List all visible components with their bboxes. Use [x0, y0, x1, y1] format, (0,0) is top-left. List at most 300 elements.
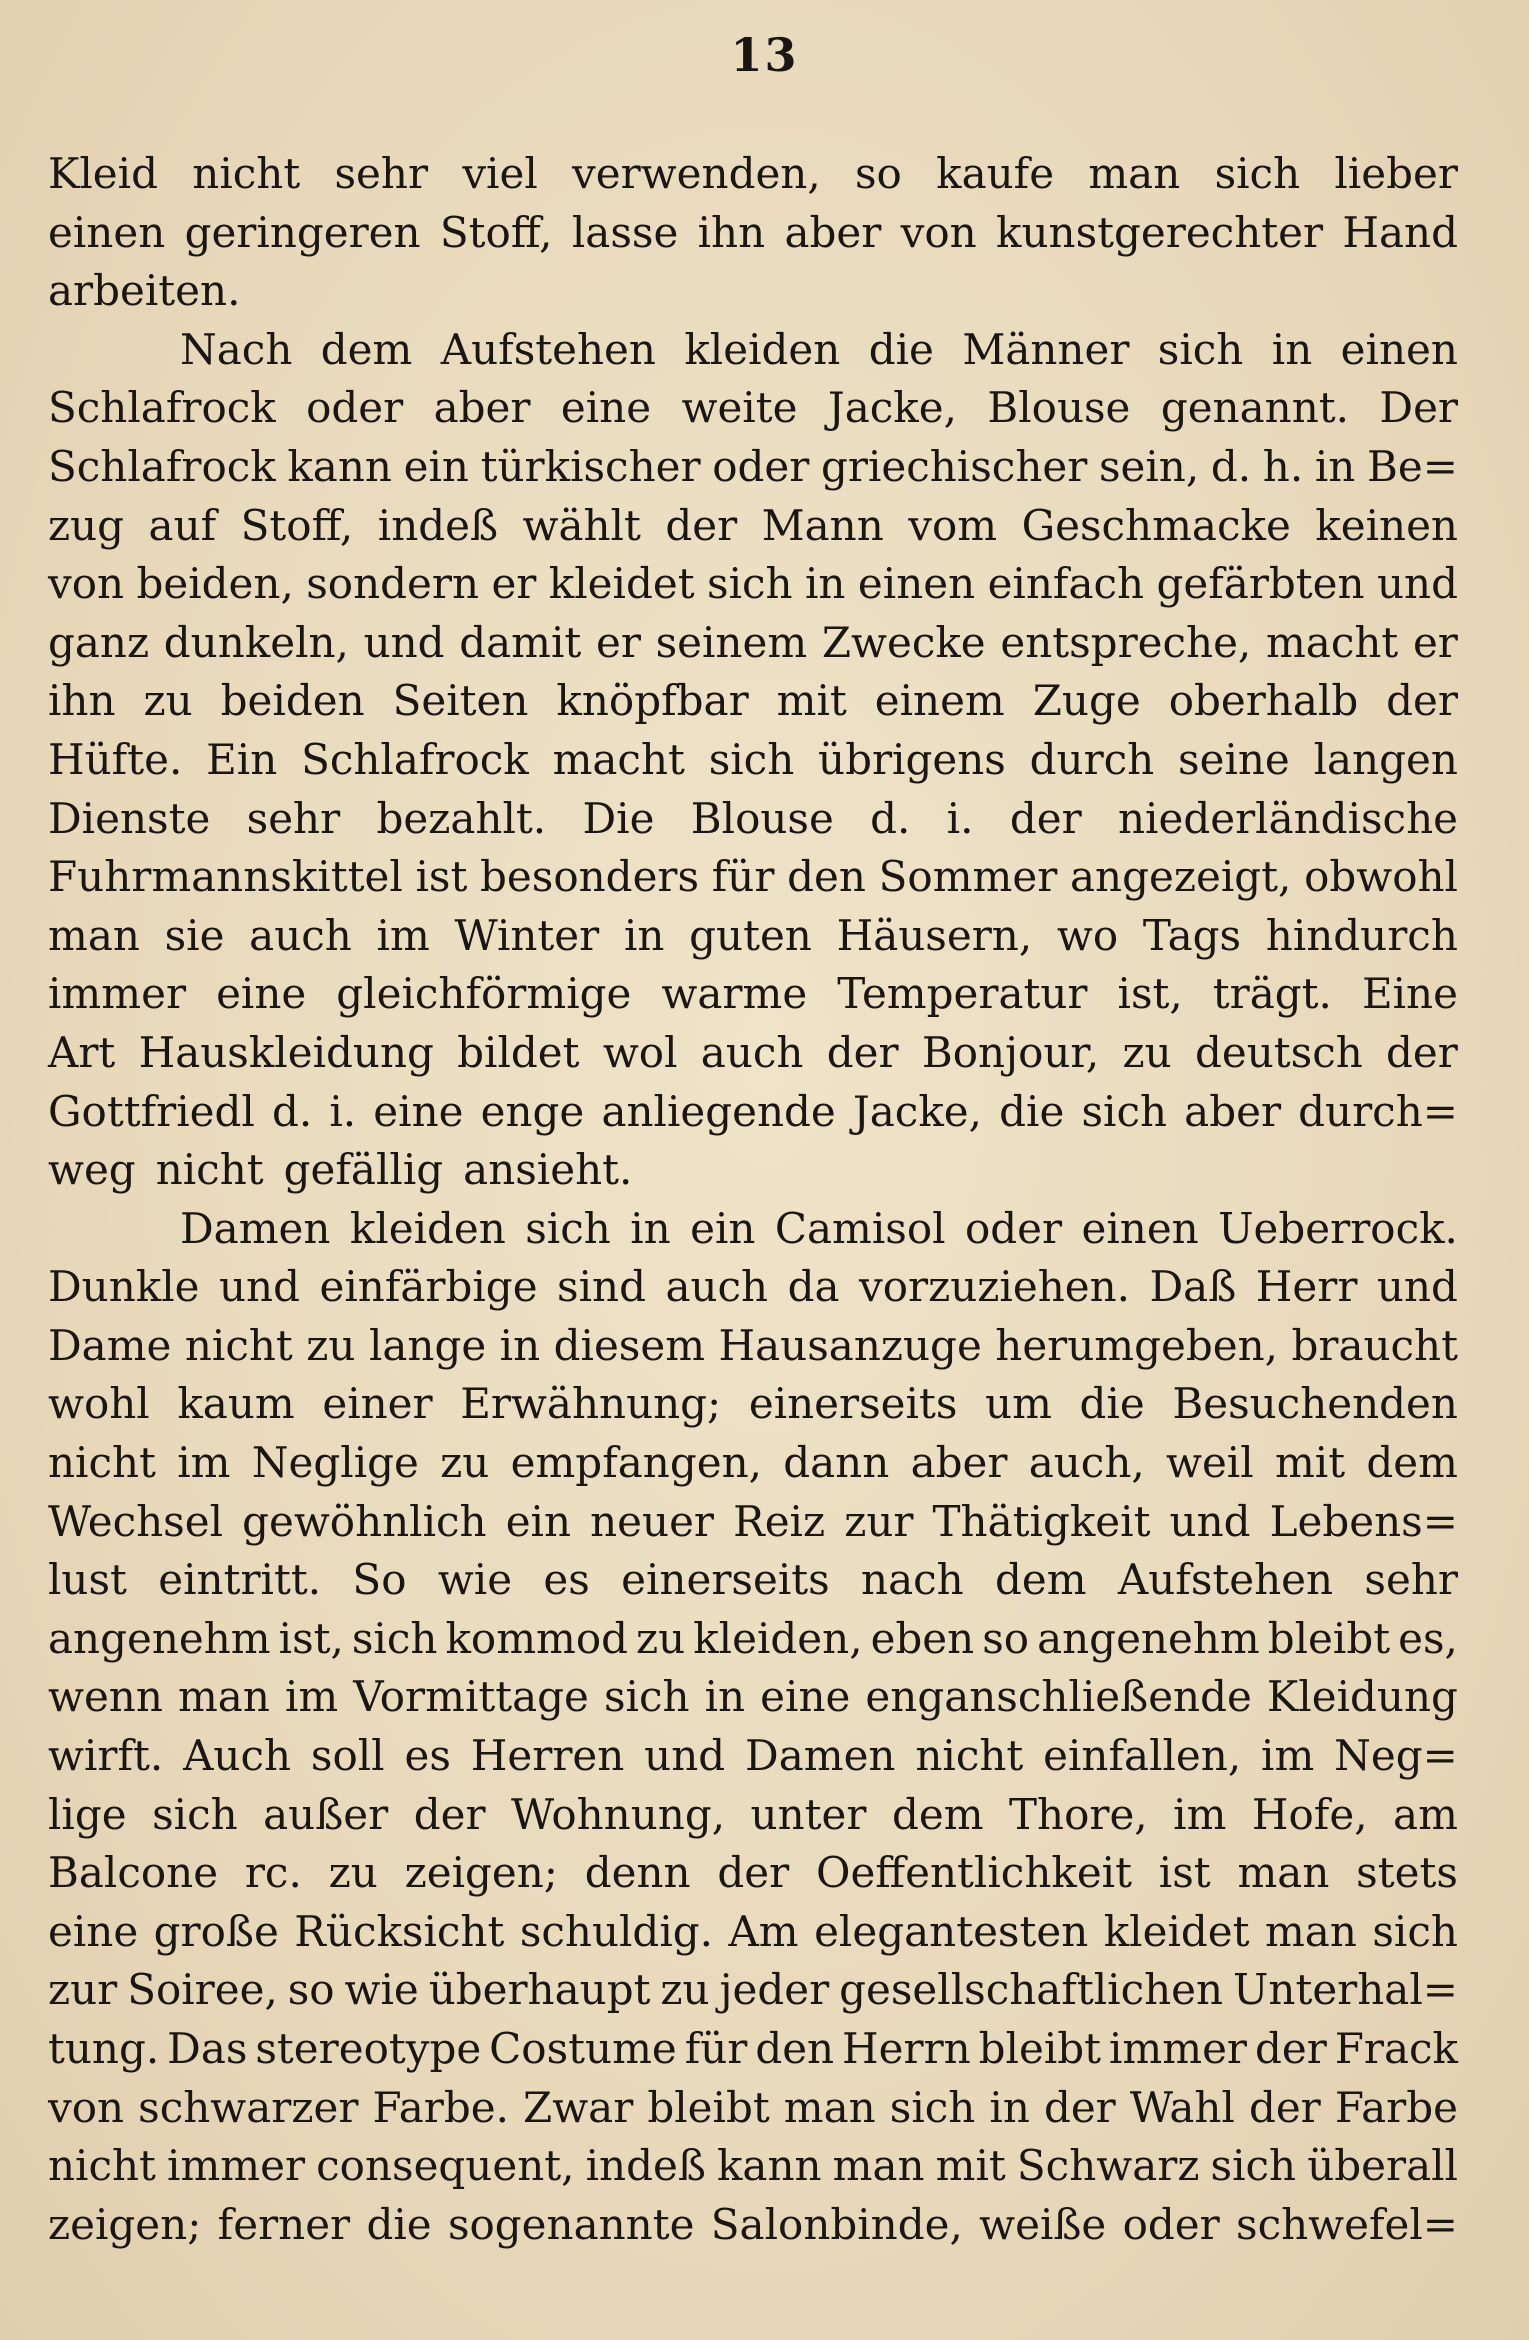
text-line	[48, 1903, 1458, 1962]
word: Bonjour,	[921, 1027, 1100, 1077]
word: der	[826, 1027, 899, 1077]
word: man	[1088, 149, 1181, 198]
word: Jacke,	[852, 1086, 982, 1136]
word: consequent,	[316, 2141, 575, 2191]
word: denn	[584, 1848, 691, 1898]
word: man	[783, 2082, 876, 2132]
word: lange	[368, 1320, 487, 1370]
word: einfallen,	[1043, 1731, 1242, 1781]
page-number: 13	[730, 28, 799, 82]
word: weiße	[979, 2199, 1107, 2249]
word: der	[717, 1848, 790, 1898]
word: i.	[329, 1086, 357, 1136]
word: Vormittage	[353, 1672, 589, 1722]
word: Schlafrock	[48, 383, 276, 433]
text-line	[48, 1024, 1458, 1083]
word: Der	[1379, 383, 1458, 433]
word: eintritt.	[158, 1555, 322, 1605]
word: eben	[870, 1613, 975, 1663]
word: oder	[964, 1203, 1063, 1253]
word: zeigen;	[48, 2199, 202, 2249]
word: oder	[712, 441, 810, 491]
word: eine	[48, 1906, 139, 1956]
word: zu	[328, 1848, 378, 1898]
word: Mann	[761, 500, 884, 550]
word: Zwecke	[821, 617, 986, 667]
word: macht	[552, 734, 685, 784]
word: bleibt	[647, 2082, 770, 2132]
word: angenehm	[48, 1613, 271, 1663]
word: er	[1412, 617, 1458, 667]
word: mit	[935, 2141, 1006, 2191]
word: enge	[480, 1086, 585, 1136]
word: der	[1248, 2082, 1321, 2132]
word: wirft.	[48, 1731, 164, 1781]
word: mit	[776, 676, 847, 726]
word: bildet	[457, 1027, 580, 1077]
word: sind	[557, 1262, 646, 1312]
word: Herren	[470, 1731, 625, 1781]
word: angezeigt,	[1070, 852, 1292, 902]
word: vorzuziehen.	[859, 1262, 1131, 1312]
text-line	[48, 438, 1458, 497]
word: Neg=	[1334, 1731, 1458, 1781]
word: Frack	[1334, 2024, 1458, 2073]
word: sich	[1372, 1906, 1458, 1956]
word: überhaupt	[428, 1965, 651, 2015]
word: Besuchenden	[1172, 1379, 1458, 1429]
word: macht	[1265, 617, 1399, 667]
text-line	[48, 1141, 1458, 1200]
word: dem	[1366, 1438, 1458, 1488]
text-line	[48, 965, 1458, 1024]
word: im	[376, 910, 430, 960]
word: d.	[271, 1086, 313, 1136]
word: auch,	[1028, 1438, 1145, 1488]
word: einem	[874, 676, 1005, 726]
word: wenn	[48, 1672, 163, 1722]
word: gefärbten	[1156, 559, 1365, 609]
word: lieber	[1334, 149, 1458, 198]
word: gewöhnlich	[242, 1496, 487, 1546]
word: von	[48, 2082, 125, 2132]
word: kleidet	[548, 559, 695, 609]
word: im	[1261, 1731, 1315, 1781]
text-line	[48, 2137, 1458, 2196]
word: sich	[1214, 149, 1301, 198]
word: sich	[1157, 324, 1244, 374]
word: Be=	[1366, 441, 1458, 491]
text-line	[48, 2196, 1458, 2255]
word: nicht	[48, 2141, 156, 2191]
word: in	[989, 2082, 1030, 2132]
word: und	[219, 1262, 300, 1312]
word: braucht	[1291, 1320, 1458, 1370]
word: Kleid	[48, 149, 158, 198]
word: Lebens=	[1269, 1496, 1458, 1546]
word: dem	[995, 1555, 1087, 1605]
word: Männer	[962, 324, 1130, 374]
text-line	[48, 555, 1458, 614]
word: Das	[167, 2024, 248, 2073]
word: einerseits	[621, 1555, 830, 1605]
word: nicht	[192, 149, 301, 198]
word: Thore,	[1009, 1789, 1148, 1839]
word: Häusern,	[836, 910, 1033, 960]
word: deutsch	[1194, 1027, 1363, 1077]
word: Blouse	[987, 383, 1131, 433]
word: Zuge	[1032, 676, 1141, 726]
text-line	[48, 848, 1458, 907]
word: indeß	[585, 2141, 706, 2191]
word: diesem	[553, 1320, 706, 1370]
word: und	[1376, 1262, 1458, 1312]
word: der	[665, 500, 738, 550]
word: am	[1393, 1789, 1458, 1839]
word: sehr	[1364, 1555, 1458, 1605]
word: Ein	[206, 734, 278, 784]
word: man	[48, 910, 140, 960]
word: sehr	[334, 149, 429, 198]
word: jeder	[719, 1965, 830, 2015]
word: immer	[167, 2141, 306, 2191]
word: Erwähnung;	[460, 1379, 722, 1429]
word: immer	[1108, 2024, 1248, 2073]
word: übrigens	[818, 734, 1006, 784]
word: So	[352, 1555, 407, 1605]
word: Hand	[1342, 207, 1458, 257]
word: einerseits	[748, 1379, 958, 1429]
word: und	[1169, 1496, 1251, 1546]
word: sich	[152, 1789, 238, 1839]
word: in	[704, 1672, 746, 1722]
word: trägt.	[1212, 969, 1332, 1019]
word: Aufstehen	[1117, 1555, 1334, 1605]
word: gleichförmige	[336, 969, 632, 1019]
word: langen	[1313, 734, 1458, 784]
word: und	[363, 617, 445, 667]
word: ist,	[1117, 969, 1183, 1019]
word: h.	[1262, 441, 1304, 491]
word: gesellschaftlichen	[839, 1965, 1224, 2015]
word: Die	[582, 793, 655, 843]
word: ein	[505, 1496, 572, 1546]
word: Dienste	[48, 793, 211, 843]
word: Am	[728, 1906, 799, 1956]
word: weg	[48, 1145, 136, 1195]
word: beiden	[220, 676, 365, 726]
word: Schlafrock	[48, 441, 276, 491]
word: Hüfte.	[48, 734, 183, 784]
word: auch	[700, 1027, 804, 1077]
word: Geschmacke	[1021, 500, 1291, 550]
word: für	[684, 2024, 748, 2073]
word: ist	[415, 852, 468, 902]
word: viel	[462, 149, 538, 198]
word: der	[1386, 1027, 1458, 1077]
text-line	[48, 907, 1458, 966]
word: sogenannte	[447, 2199, 695, 2249]
word: ferner	[217, 2199, 351, 2249]
text-line	[48, 145, 1458, 204]
word: weil	[1166, 1438, 1254, 1488]
word: nach	[861, 1555, 964, 1605]
word: Neglige	[251, 1438, 419, 1488]
word: lasse	[571, 207, 679, 257]
word: wie	[437, 1555, 513, 1605]
word: durch	[1029, 734, 1155, 784]
word: verwenden,	[572, 149, 821, 198]
text-line	[48, 204, 1458, 263]
word: sein,	[1098, 441, 1200, 491]
word: man	[1237, 1848, 1330, 1898]
text-line	[48, 614, 1458, 673]
word: Schlafrock	[301, 734, 529, 784]
word: Balcone	[48, 1848, 219, 1898]
word: nicht	[48, 1438, 156, 1488]
word: Blouse	[690, 793, 834, 843]
word: kann	[716, 2141, 822, 2191]
word: überall	[1307, 2141, 1458, 2191]
word: entspreche,	[1000, 617, 1252, 667]
text-line	[48, 1844, 1458, 1903]
text-line	[48, 321, 1458, 380]
word: geringeren	[184, 207, 421, 257]
word: ihn	[697, 207, 766, 257]
word: so	[982, 1613, 1030, 1663]
word: kleiden,	[693, 1613, 863, 1663]
word: Herr	[1255, 1262, 1358, 1312]
word: einen	[1340, 324, 1458, 374]
word: von	[48, 559, 125, 609]
word: knöpfbar	[556, 676, 749, 726]
word: ein	[690, 1203, 756, 1253]
word: kann	[287, 441, 392, 491]
word: Dame	[48, 1320, 172, 1370]
word: Hauskleidung	[138, 1027, 434, 1077]
word: die	[999, 1086, 1065, 1136]
word: einfärbige	[319, 1262, 538, 1312]
word: aber	[1184, 1086, 1282, 1136]
word: von	[900, 207, 977, 257]
word: Hofe,	[1251, 1789, 1368, 1839]
word: Stoff,	[240, 500, 354, 550]
word: Schwarz	[1016, 2141, 1200, 2191]
word: der	[1386, 676, 1458, 726]
word: Ueberrock.	[1218, 1203, 1458, 1253]
word: eine	[760, 1672, 851, 1722]
word: zu	[440, 1438, 490, 1488]
word: sehr	[246, 793, 341, 843]
word: Thätigkeit	[932, 1496, 1151, 1546]
word: große	[153, 1906, 279, 1956]
text-line	[48, 497, 1458, 556]
word: Tags	[1142, 910, 1242, 960]
word: zu	[143, 676, 193, 726]
word: d.	[870, 793, 911, 843]
word: stereotype	[255, 2024, 482, 2073]
text-line	[48, 790, 1458, 849]
word: sich	[707, 559, 793, 609]
word: Reiz	[733, 1496, 826, 1546]
word: oberhalb	[1168, 676, 1359, 726]
word: Rücksicht	[294, 1906, 505, 1956]
word: nicht	[915, 1731, 1024, 1781]
word: Temperatur	[837, 969, 1088, 1019]
word: damit	[459, 617, 582, 667]
word: und	[644, 1731, 726, 1781]
word: Eine	[1361, 969, 1458, 1019]
word: Unterhal=	[1233, 1965, 1458, 2015]
word: man	[1264, 1906, 1357, 1956]
word: Costume	[489, 2024, 677, 2073]
word: Farbe	[1334, 2082, 1458, 2132]
word: der	[413, 1789, 486, 1839]
word: zur	[48, 1965, 118, 2015]
word: elegantesten	[814, 1906, 1089, 1956]
word: tung.	[48, 2024, 160, 2073]
word: anliegende	[601, 1086, 836, 1136]
word: ganz	[48, 617, 150, 667]
word: ist,	[278, 1613, 344, 1663]
word: im	[177, 1438, 231, 1488]
word: nicht	[155, 1145, 264, 1195]
word: beiden,	[136, 559, 294, 609]
word: Soiree,	[127, 1965, 278, 2015]
text-line	[48, 1727, 1458, 1786]
word: Wechsel	[48, 1496, 224, 1546]
word: einer	[322, 1379, 433, 1429]
word: dem	[320, 324, 413, 374]
word: einen	[48, 207, 166, 257]
word: eine	[373, 1086, 464, 1136]
word: eine	[560, 383, 652, 433]
word: kunstgerechter	[996, 207, 1324, 257]
word: warme	[661, 969, 808, 1019]
word: für	[711, 852, 775, 902]
word: lige	[48, 1789, 127, 1839]
text-line	[48, 262, 1458, 321]
word: der	[1009, 793, 1082, 843]
word: im	[284, 1672, 339, 1722]
text-line	[48, 1786, 1458, 1845]
word: Gottfriedl	[48, 1086, 255, 1136]
word: schwarzer	[138, 2082, 359, 2132]
word: die	[868, 324, 934, 374]
word: enganschließende	[865, 1672, 1252, 1722]
word: sich	[603, 1672, 690, 1722]
word: indeß	[377, 500, 499, 550]
word: Nach	[180, 324, 293, 374]
word: rc.	[244, 1848, 302, 1898]
word: in	[1314, 441, 1356, 491]
word: Zwar	[523, 2082, 634, 2132]
word: kleiden	[349, 1203, 506, 1253]
text-line	[48, 1083, 1458, 1142]
text-line	[48, 1200, 1458, 1259]
word: zu	[1122, 1027, 1172, 1077]
word: Kleidung	[1266, 1672, 1458, 1722]
word: sich	[889, 2082, 976, 2132]
word: wol	[602, 1027, 678, 1077]
word: vom	[908, 500, 998, 550]
word: auch	[665, 1262, 769, 1312]
word: guten	[689, 910, 812, 960]
word: einen	[1081, 1203, 1199, 1253]
word: Daß	[1149, 1262, 1237, 1312]
word: bleibt	[1267, 1613, 1391, 1663]
word: eine	[216, 969, 307, 1019]
word: i.	[946, 793, 974, 843]
word: Salonbinde,	[710, 2199, 963, 2249]
word: sie	[164, 910, 225, 960]
word: zu	[306, 1320, 356, 1370]
word: zu	[636, 1613, 686, 1663]
word: da	[787, 1262, 840, 1312]
word: den	[755, 2024, 835, 2073]
text-line	[48, 1551, 1458, 1610]
word: zeigen;	[404, 1848, 558, 1898]
word: der	[1043, 2082, 1116, 2132]
word: ihn	[48, 676, 116, 726]
word: immer	[48, 969, 187, 1019]
word: unter	[750, 1789, 867, 1839]
word: Fuhrmannskittel	[48, 852, 403, 902]
word: sich	[351, 1613, 438, 1663]
word: wie	[344, 1965, 419, 2015]
word: so	[855, 149, 902, 198]
word: Winter	[454, 910, 600, 960]
word: kommod	[445, 1613, 629, 1663]
word: einen	[857, 559, 976, 609]
word: obwohl	[1304, 852, 1458, 902]
word: man	[832, 2141, 925, 2191]
text-line	[48, 1317, 1458, 1376]
word: seinem	[655, 617, 808, 667]
word: kleidet	[1103, 1906, 1250, 1956]
word: Jacke,	[827, 383, 957, 433]
word: die	[1079, 1379, 1145, 1429]
word: genannt.	[1160, 383, 1349, 433]
word: und	[1377, 559, 1458, 609]
word: dann	[783, 1438, 890, 1488]
word: kaum	[177, 1379, 295, 1429]
word: aber	[910, 1438, 1008, 1488]
word: so	[287, 1965, 335, 2015]
text-line	[48, 379, 1458, 438]
word: außer	[263, 1789, 389, 1839]
word: Damen	[180, 1203, 331, 1253]
word: oder	[1122, 2199, 1220, 2249]
text-line	[48, 672, 1458, 731]
word: bleibt	[978, 2024, 1102, 2073]
word: dunkeln,	[163, 617, 349, 667]
text-line	[48, 731, 1458, 790]
word: sich	[1081, 1086, 1168, 1136]
word: im	[1173, 1789, 1227, 1839]
word: sich	[1210, 2141, 1297, 2191]
text-line	[48, 1610, 1458, 1669]
word: dem	[891, 1789, 984, 1839]
word: auf	[148, 500, 217, 550]
word: den	[787, 852, 866, 902]
word: es,	[1398, 1613, 1458, 1663]
word: aber	[784, 207, 882, 257]
word: stets	[1356, 1848, 1458, 1898]
word: aber	[433, 383, 531, 433]
word: arbeiten.	[48, 266, 241, 316]
word: durch=	[1298, 1086, 1458, 1136]
